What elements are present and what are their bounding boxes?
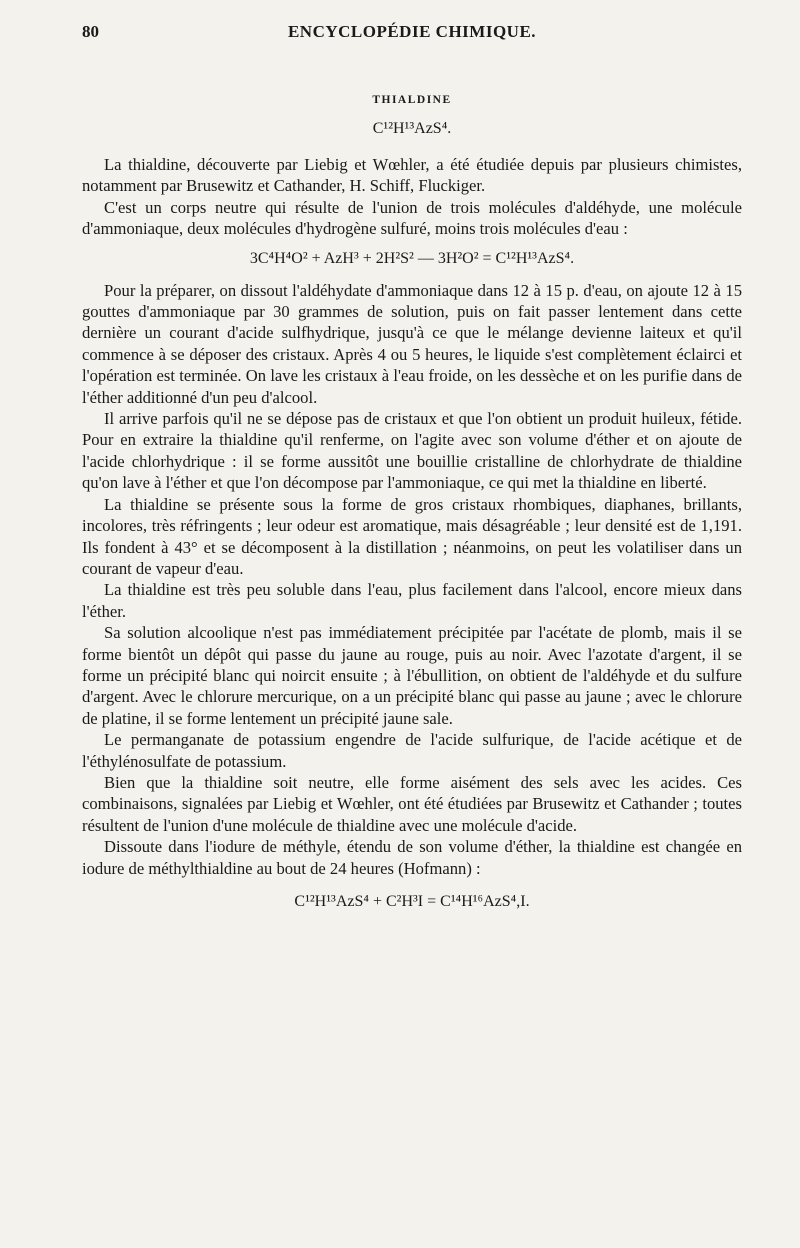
- paragraph-reactions: Sa solution alcoolique n'est pas immédiatement précipitée par l'acétate de plomb, mais il se forme bientôt un dépôt qui passe du jaune au rouge, puis au noir. Avec l'azotate d'argent, il se forme un précipité blanc qui noircit ensuite ; à l'ébullition, on obtient de l'aldéhyde et du sulfure d'argent. Avec le chlorure mercurique, on a un précipité blanc qui passe au jaune ; avec le chlorure de platine, il se forme lentement un précipité jaune sale.: [82, 623, 742, 728]
- paragraph-composition: C'est un corps neutre qui résulte de l'union de trois molécules d'aldéhyde, une molécule d'ammoniaque, deux molécules d'hydrogène sulfuré, moins trois molécules d'eau :: [82, 197, 742, 239]
- formation-equation: 3C⁴H⁴O² + AzH³ + 2H²S² — 3H²O² = C¹²H¹³AzS⁴.: [249, 249, 575, 267]
- page-number: 80: [82, 22, 99, 41]
- paragraph-methyl-iodide: Dissoute dans l'iodure de méthyle, étendu de son volume d'éther, la thialdine est changée en iodure de méthylthialdine au bout de 24 heures (Hofmann) :: [82, 837, 742, 878]
- paragraph-solubility: La thialdine est très peu soluble dans l'eau, plus facilement dans l'alcool, encore mieux dans l'éther.: [82, 580, 742, 621]
- paragraph-discovery: La thialdine, découverte par Liebig et Wœhler, a été étudiée depuis par plusieurs chimistes, notamment par Brusewitz et Cathander, H. Schiff, Fluckiger.: [82, 155, 742, 196]
- paragraph-preparation: Pour la préparer, on dissout l'aldéhydate d'ammoniaque dans 12 à 15 p. d'eau, on ajoute 12 à 15 gouttes d'ammoniaque par 30 grammes de solution, puis on fait passer lentement dans cette dernière un courant d'acide sulfhydrique, jusqu'à ce que le mélange devienne laiteux et qu'il commence à se déposer des cristaux. Après 4 ou 5 heures, le liquide s'est complètement éclairci et l'opération est terminée. On lave les cristaux à l'eau froide, on les dessèche et on les purifie dans de l'éther additionné d'un peu d'alcool.: [82, 280, 742, 407]
- section-title: THIALDINE: [372, 94, 452, 106]
- book-page: [82, 22, 742, 911]
- paragraph-oily-product: Il arrive parfois qu'il ne se dépose pas de cristaux et que l'on obtient un produit huileux, fétide. Pour en extraire la thialdine qu'il renferme, on l'agite avec son volume d'éther et on ajoute de l'acide chlorhydrique : il se forme aussitôt une bouillie cristalline de chlorhydrate de thialdine qu'on lave à l'éther et que l'on décompose par l'ammoniaque, ce qui met la thialdine en liberté.: [82, 409, 742, 493]
- methylthialdine-equation: C¹²H¹³AzS⁴ + C²H³I = C¹⁴H¹⁶AzS⁴,I.: [294, 893, 530, 910]
- compound-formula: C¹²H¹³AzS⁴.: [372, 120, 452, 137]
- paragraph-permanganate: Le permanganate de potassium engendre de l'acide sulfurique, de l'acide acétique et de l'éthylénosulfate de potassium.: [82, 730, 742, 771]
- running-title: ENCYCLOPÉDIE CHIMIQUE.: [287, 22, 537, 41]
- paragraph-properties: La thialdine se présente sous la forme de gros cristaux rhombiques, diaphanes, brillants, incolores, très réfringents ; leur odeur est aromatique, mais désagréable ; leur densité est de 1,191. Ils fondent à 43° et se décomposent à la distillation ; néanmoins, on peut les volatiliser dans un courant de vapeur d'eau.: [82, 494, 742, 578]
- paragraph-salts: Bien que la thialdine soit neutre, elle forme aisément des sels avec les acides. Ces combinaisons, signalées par Liebig et Wœhler, ont été étudiées par Brusewitz et Cathander ; toutes résultent de l'union d'une molécule de thialdine avec une molécule d'acide.: [82, 772, 742, 835]
- running-head: [82, 22, 742, 52]
